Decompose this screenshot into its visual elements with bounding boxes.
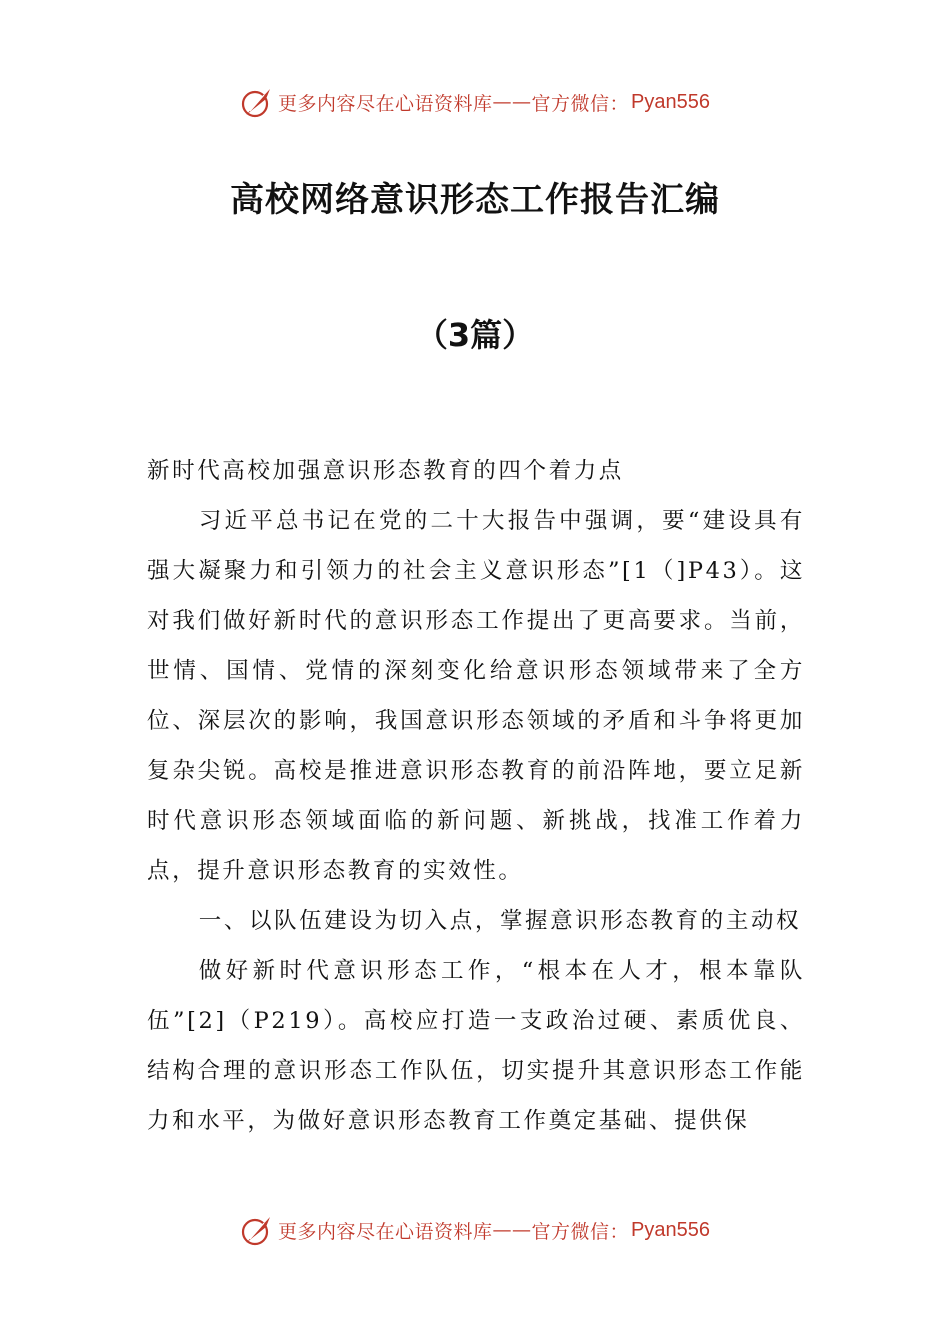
banner-wechat-id: Pyan556 xyxy=(631,90,710,113)
quill-logo-icon xyxy=(240,1213,274,1247)
footer-watermark-banner xyxy=(0,1208,950,1252)
banner-separator: —— xyxy=(492,1219,532,1241)
section-heading: 新时代高校加强意识形态教育的四个着力点 xyxy=(147,458,624,484)
paragraph-heading: 一、以队伍建设为切入点，掌握意识形态教育的主动权 xyxy=(198,908,802,934)
document-body xyxy=(147,446,805,1146)
document-subtitle: （3篇） xyxy=(415,316,535,354)
paragraph: 习近平总书记在党的二十大报告中强调，要“建设具有强大凝聚力和引领力的社会主义意识形态”[1（]P43）。这对我们做好新时代的意识形态工作提出了更高要求。当前，世情、国情、党情的深刻变化给意识形态领域带来了全方位、深层次的影响，我国意识形态领域的矛盾和斗争将更加复杂尖锐。高校是推进意识形态教育的前沿阵地，要立足新时代意识形态领域面临的新问题、新挑战，找准工作着力点，提升意识形态教育的实效性。 xyxy=(147,508,805,884)
banner-wechat-id: Pyan556 xyxy=(631,1218,710,1241)
header-watermark-banner xyxy=(0,80,950,124)
banner-wechat-label: 官方微信： xyxy=(531,1220,630,1243)
document-title: 高校网络意识形态工作报告汇编 xyxy=(230,180,720,220)
banner-site-text: 更多内容尽在心语资料库 xyxy=(278,92,493,115)
quill-logo-icon xyxy=(240,85,274,119)
banner-wechat-label: 官方微信： xyxy=(531,92,630,115)
banner-separator: —— xyxy=(492,91,532,113)
banner-site-text: 更多内容尽在心语资料库 xyxy=(278,1220,493,1243)
paragraph: 做好新时代意识形态工作，“根本在人才，根本靠队伍”[2]（P219）。高校应打造一支政治过硬、素质优良、结构合理的意识形态工作队伍，切实提升其意识形态工作能力和水平，为做好意识形态教育工作奠定基础、提供保 xyxy=(147,958,805,1134)
